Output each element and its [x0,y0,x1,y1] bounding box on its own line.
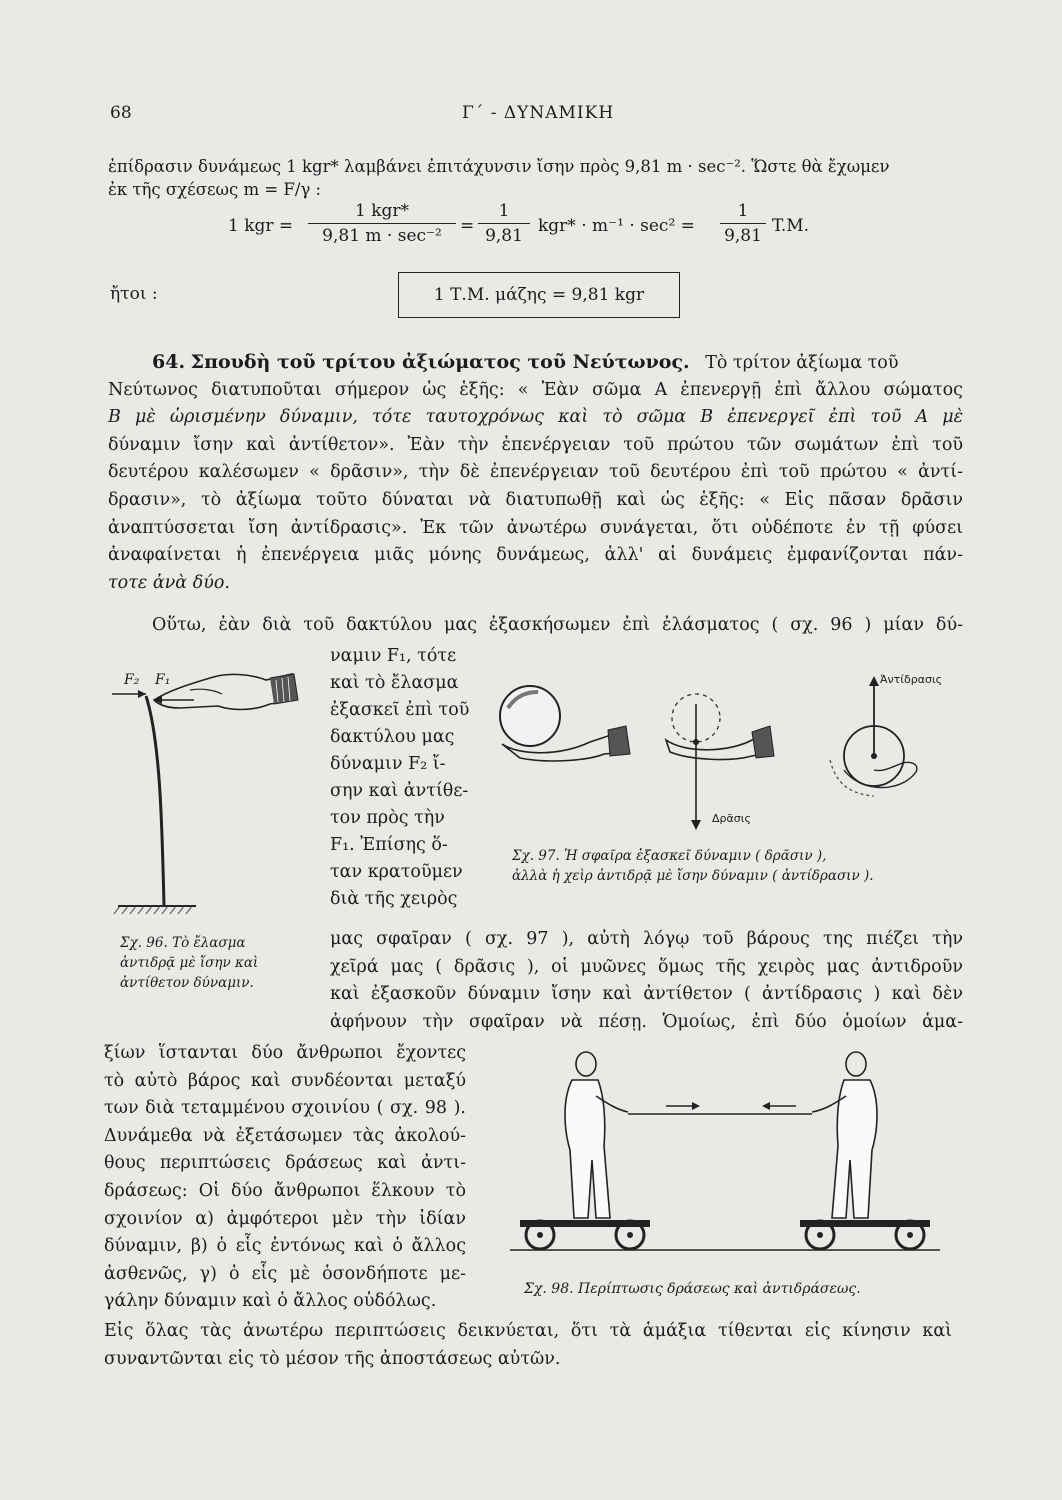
narrow-column [330,646,469,916]
fig97-label-action: Δρᾶσις [712,812,751,825]
page-number: 68 [110,103,132,123]
left-line: τὸ αὐτὸ βάρος καὶ συνδέονται μεταξύ [104,1070,466,1091]
fig97-caption-line: ἀλλὰ ἡ χεὶρ ἀντιδρᾷ μὲ ἴσην δύναμιν ( ἀντίδρασιν ). [512,868,874,884]
section-line-7: ἀναφαίνεται ἡ ἐπενέργεια μιᾶς μόνης δυνάμεως, ἀλλ' αἱ δυνάμεις ἐμφανίζονται πάν- [108,545,963,566]
column-line: καὶ τὸ ἔλασμα [330,673,459,693]
fraction-2-denominator: 9,81 [485,226,523,246]
intro-line-1: ἐπίδρασιν δυνάμεως 1 kgr* λαμβάνει ἐπιτάχυνσιν ἴσην πρὸς 9,81 m · sec⁻². Ὥστε θὰ ἔχωμεν [108,157,890,176]
result-box: 1 Τ.Μ. μάζης = 9,81 kgr [398,272,680,318]
right-line: ἀφήνουν τὴν σφαῖραν νὰ πέσῃ. Ὁμοίως, ἐπὶ δύο ὁμοίων ἁμα- [330,1011,963,1032]
formula-eq: = [460,216,475,236]
section-line-3: δύναμιν ἴσην καὶ ἀντίθετον». Ἐὰν τὴν ἐπενέργειαν τοῦ πρώτου τῶν σωμάτων ἐπὶ τοῦ [108,434,963,455]
section-paragraph [108,349,963,597]
fraction-3 [720,201,766,246]
fraction-3-denominator: 9,81 [724,226,762,246]
fraction-3-numerator: 1 [737,201,749,221]
fig96-caption [120,933,320,993]
right-line: χεῖρά μας ( δρᾶσις ), οἱ μυῶνες ὅμως τῆς χειρὸς μας ἀντιδροῦν [330,956,963,977]
fig97-caption [512,846,952,886]
fraction-2 [478,201,530,246]
section-line-6: ἀναπτύσσεται ἴση ἀντίδρασις». Ἐκ τῶν ἀνωτέρω συνάγεται, ὅτι οὐδέποτε ἐν τῇ φύσει [108,517,963,538]
column-line: ἐξασκεῖ ἐπὶ τοῦ [330,700,470,720]
fig97-caption-line: Σχ. 97. Ἡ σφαῖρα ἐξασκεῖ δύναμιν ( δρᾶσιν ), [512,848,827,864]
section-line-8: τοτε ἀνὰ δύο. [108,572,230,593]
column-line: σην καὶ ἀντίθε- [330,781,469,801]
left-line: σχοινίον α) ἀμφότεροι μὲν τὴν ἰδίαν [104,1208,466,1229]
section-line-0: Τὸ τρίτον ἀξίωμα τοῦ [705,353,899,373]
fig96-caption-line: Σχ. 96. Τὸ ἔλασμα [120,935,246,951]
para2-first-line [152,612,963,640]
left-line: δράσεως: Οἱ δύο ἄνθρωποι ἕλκουν τὸ [104,1180,466,1201]
right-line: καὶ ἐξασκοῦν δύναμιν ἴσην καὶ ἀντίθετον ( ἀντίδρασις ) καὶ δὲν [330,984,963,1005]
fig96-caption-line: ἀντιδρᾷ μὲ ἴσην καὶ [120,955,259,971]
section-line-4: δευτέρου καλέσωμεν « δρᾶσιν», τὴν δὲ ἐπενέργειαν τοῦ δευτέρου ἐπὶ τοῦ πρώτου « ἀντί- [108,462,963,483]
left-paragraph [104,1040,466,1316]
formula-unit: T.M. [772,216,810,236]
fig97-label-reaction: Ἀντίδρασις [880,673,943,686]
left-line: Δυνάμεθα νὰ ἐξετάσωμεν τὰς ἀκολού- [104,1125,466,1146]
formula-middle: kgr* · m⁻¹ · sec² = [538,216,695,236]
column-line: δύναμιν F₂ ἴ- [330,754,446,774]
formula-lhs: 1 kgr = [228,216,294,236]
left-line: θους περιπτώσεις δράσεως καὶ ἀντι- [104,1153,466,1174]
intro-line-2: ἐκ τῆς σχέσεως m = F/γ : [108,180,322,199]
final-line: συναντῶνται εἰς τὸ μέσον τῆς ἀποστάσεως αὐτῶν. [104,1348,561,1369]
section-number: 64. [152,351,186,373]
final-line: Εἰς ὅλας τὰς ἀνωτέρω περιπτώσεις δεικνύεται, ὅτι τὰ ἁμάξια τίθενται εἰς κίνησιν καὶ [104,1321,952,1341]
left-line: δύναμιν, β) ὁ εἷς ἐντόνως καὶ ὁ ἄλλος [104,1236,466,1257]
fig98-drawing [500,1050,950,1270]
column-line: ταν κρατοῦμεν [330,862,463,882]
fraction-1-denominator: 9,81 m · sec⁻² [322,226,442,246]
left-line: ξίων ἵστανται δύο ἄνθρωποι ἔχοντες [104,1043,466,1063]
fig96-label-f2: F₂ [124,672,140,688]
fraction-1 [308,201,456,246]
fig96-caption-line: ἀντίθετον δύναμιν. [120,975,254,991]
section-line-5: δρασιν», τὸ ἀξίωμα τοῦτο δύναται νὰ διατυπωθῇ καὶ ὡς ἑξῆς: « Εἰς πᾶσαν δρᾶσιν [108,489,963,510]
left-line: ἀσθενῶς, γ) ὁ εἷς μὲ ὁσονδήποτε με- [104,1263,466,1284]
para2-line-1: Οὕτω, ἐὰν διὰ τοῦ δακτύλου μας ἐξασκήσωμεν ἐπὶ ἐλάσματος ( σχ. 96 ) μίαν δύ- [152,615,963,635]
section-64 [108,349,963,597]
fig96-label-f1: F₁ [155,672,171,688]
column-line: ναμιν F₁, τότε [330,646,457,666]
column-line: F₁. Ἐπίσης ὅ- [330,835,448,855]
left-line: γάλην δύναμιν καὶ ὁ ἄλλος οὐδόλως. [104,1291,437,1312]
left-line: των διὰ τεταμμένου σχοινίου ( σχ. 98 ). [104,1098,466,1119]
result-prefix: ἤτοι : [110,284,158,304]
column-line: δακτύλου μας [330,727,455,747]
section-line-2: Β μὲ ὡρισμένην δύναμιν, τότε ταυτοχρόνως καὶ τὸ σῶμα Β ἐπενεργεῖ ἐπὶ τοῦ Α μὲ [108,407,963,428]
column-line: διὰ τῆς χειρὸς [330,889,458,909]
fig98-caption: Σχ. 98. Περίπτωσις δράσεως καὶ ἀντιδράσεως. [524,1281,861,1297]
section-title: Σπουδὴ τοῦ τρίτου ἀξιώματος τοῦ Νεύτωνος. [190,351,690,373]
final-paragraph [104,1318,952,1373]
running-title: Γ΄ - ΔΥΝΑΜΙΚΗ [462,103,615,123]
right-paragraph [330,926,963,1036]
section-line-1: Νεύτωνος διατυποῦται σήμερον ὡς ἑξῆς: « Ἐὰν σῶμα Α ἐπενεργῇ ἐπὶ ἄλλου σώματος [108,379,963,400]
fig96-drawing [110,660,310,920]
fraction-2-numerator: 1 [498,201,510,221]
column-line: τον πρὸς τὴν [330,808,445,828]
fraction-1-numerator: 1 kgr* [354,201,410,221]
right-line: μας σφαῖραν ( σχ. 97 ), αὐτὴ λόγῳ τοῦ βάρους της πιέζει τὴν [330,929,963,949]
